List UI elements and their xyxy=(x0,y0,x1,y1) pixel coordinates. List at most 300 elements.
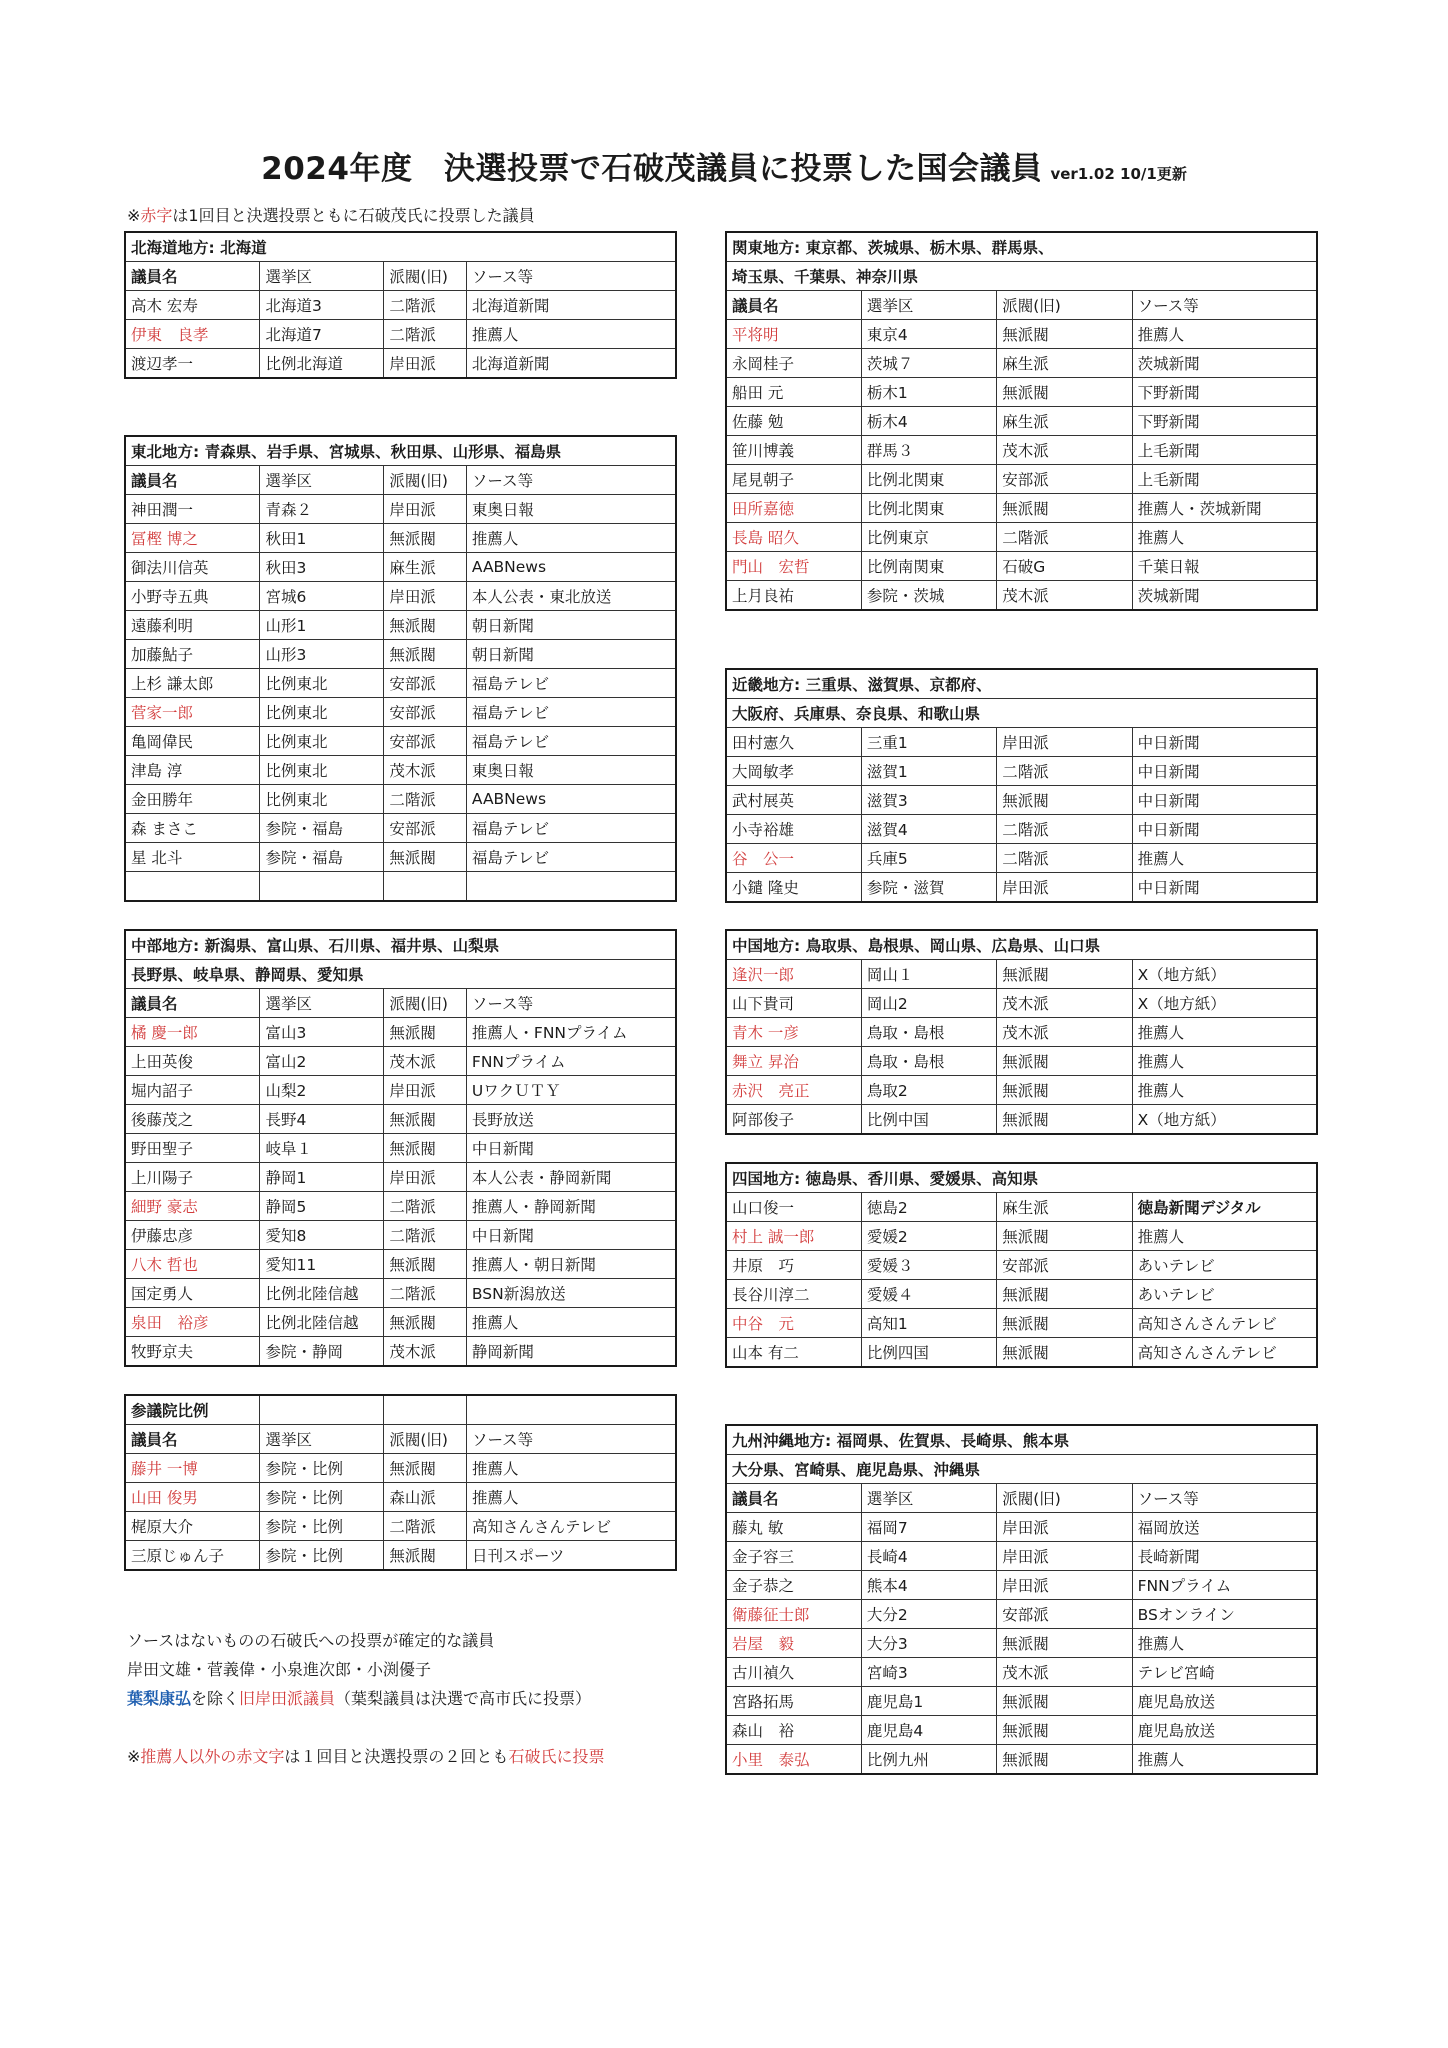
cell-source: 推薦人 xyxy=(1132,320,1317,349)
cell-name: 青木 一彦 xyxy=(726,1018,861,1047)
cell-source xyxy=(466,872,676,902)
footer-line-2: 岸田文雄・菅義偉・小泉進次郎・小渕優子 xyxy=(127,1660,432,1679)
cell-district: 鳥取・島根 xyxy=(861,1018,996,1047)
cell-source: 推薦人 xyxy=(1132,1222,1317,1251)
cell-source: 鹿児島放送 xyxy=(1132,1687,1317,1716)
cell-source: 東奥日報 xyxy=(466,495,676,524)
footer-line-3-tail: （葉梨議員は決選で高市氏に投票） xyxy=(335,1689,592,1708)
cell-name: 井原 巧 xyxy=(726,1251,861,1280)
cell-district: 愛媛2 xyxy=(861,1222,996,1251)
table-chubu xyxy=(124,929,677,1367)
column-header: 派閥(旧) xyxy=(384,989,467,1018)
cell-name: 宮路拓馬 xyxy=(726,1687,861,1716)
table-row xyxy=(726,378,1317,407)
cell-faction: 無派閥 xyxy=(384,524,467,553)
cell-district: 静岡1 xyxy=(260,1163,384,1192)
cell-source: 推薦人 xyxy=(1132,1018,1317,1047)
cell-source: UワクＵＴＹ xyxy=(466,1076,676,1105)
table-row xyxy=(726,960,1317,989)
cell-district: 山梨2 xyxy=(260,1076,384,1105)
column-header: 派閥(旧) xyxy=(384,466,467,495)
cell-source: 下野新聞 xyxy=(1132,407,1317,436)
cell-source: 高知さんさんテレビ xyxy=(466,1512,676,1541)
cell-name: 田所嘉徳 xyxy=(726,494,861,523)
cell-faction: 無派閥 xyxy=(384,1134,467,1163)
cell-name: 後藤茂之 xyxy=(125,1105,260,1134)
cell-faction: 麻生派 xyxy=(997,1193,1132,1222)
cell-source: 推薦人 xyxy=(1132,844,1317,873)
empty-cell xyxy=(384,1395,467,1425)
footer-line-4-red1: 推薦人以外の赤文字 xyxy=(140,1747,285,1766)
cell-district: 比例東北 xyxy=(260,698,384,727)
table-row xyxy=(125,872,676,902)
region-header-row xyxy=(125,436,676,466)
region-header-row xyxy=(125,930,676,960)
table-row xyxy=(726,320,1317,349)
top-note-prefix: ※ xyxy=(127,206,141,225)
column-header: 議員名 xyxy=(125,262,260,291)
cell-source: 推薦人 xyxy=(466,1483,676,1512)
cell-source: 中日新聞 xyxy=(1132,728,1317,757)
region-header-row xyxy=(726,930,1317,960)
cell-source: 中日新聞 xyxy=(1132,786,1317,815)
cell-source: 中日新聞 xyxy=(466,1221,676,1250)
cell-district: 滋賀1 xyxy=(861,757,996,786)
column-header: 議員名 xyxy=(125,466,260,495)
cell-faction: 無派閥 xyxy=(384,1018,467,1047)
table-row xyxy=(125,1018,676,1047)
cell-name: 山田 俊男 xyxy=(125,1483,260,1512)
cell-faction: 無派閥 xyxy=(997,960,1132,989)
cell-faction: 無派閥 xyxy=(997,1716,1132,1745)
cell-faction: 無派閥 xyxy=(384,1454,467,1483)
region-header: 四国地方: 徳島県、香川県、愛媛県、高知県 xyxy=(726,1163,1317,1193)
cell-district: 比例東京 xyxy=(861,523,996,552)
cell-district: 比例北関東 xyxy=(861,465,996,494)
table-row xyxy=(726,1309,1317,1338)
region-header-row xyxy=(726,1425,1317,1455)
cell-source: 茨城新聞 xyxy=(1132,349,1317,378)
cell-name: 神田潤一 xyxy=(125,495,260,524)
table-row xyxy=(726,1571,1317,1600)
table-hokkaido xyxy=(124,231,677,379)
cell-source: 推薦人・FNNプライム xyxy=(466,1018,676,1047)
cell-district: 参院・比例 xyxy=(260,1541,384,1571)
region-header: 大分県、宮崎県、鹿児島県、沖縄県 xyxy=(726,1455,1317,1484)
cell-district: 比例東北 xyxy=(260,669,384,698)
table-row xyxy=(125,611,676,640)
table-row xyxy=(125,291,676,320)
cell-district: 大分3 xyxy=(861,1629,996,1658)
region-header: 関東地方: 東京都、茨城県、栃木県、群馬県、 xyxy=(726,232,1317,262)
cell-name: 伊東 良孝 xyxy=(125,320,260,349)
cell-district: 滋賀3 xyxy=(861,786,996,815)
cell-source: FNNプライム xyxy=(466,1047,676,1076)
cell-source: 推薦人 xyxy=(1132,1076,1317,1105)
cell-district: 参院・福島 xyxy=(260,843,384,872)
cell-district: 参院・比例 xyxy=(260,1512,384,1541)
cell-district: 青森２ xyxy=(260,495,384,524)
cell-name: 御法川信英 xyxy=(125,553,260,582)
table-row xyxy=(726,1105,1317,1135)
cell-name: 舞立 昇治 xyxy=(726,1047,861,1076)
cell-name: 小里 泰弘 xyxy=(726,1745,861,1775)
cell-district: 愛媛４ xyxy=(861,1280,996,1309)
cell-district: 参院・比例 xyxy=(260,1454,384,1483)
cell-source: 千葉日報 xyxy=(1132,552,1317,581)
cell-name: 国定勇人 xyxy=(125,1279,260,1308)
table-row xyxy=(726,844,1317,873)
cell-name: 森 まさこ xyxy=(125,814,260,843)
table-row xyxy=(125,785,676,814)
cell-name: 菅家一郎 xyxy=(125,698,260,727)
cell-source: 福島テレビ xyxy=(466,727,676,756)
cell-faction: 茂木派 xyxy=(997,581,1132,611)
column-header: 派閥(旧) xyxy=(997,1484,1132,1513)
cell-district: 宮城6 xyxy=(260,582,384,611)
cell-name: 船田 元 xyxy=(726,378,861,407)
cell-source: 徳島新聞デジタル xyxy=(1132,1193,1317,1222)
table-row xyxy=(125,1134,676,1163)
column-header-row xyxy=(726,291,1317,320)
cell-district: 北海道7 xyxy=(260,320,384,349)
cell-faction: 岸田派 xyxy=(384,1163,467,1192)
footer-line-4 xyxy=(127,1747,604,1767)
cell-district: 福岡7 xyxy=(861,1513,996,1542)
cell-faction: 無派閥 xyxy=(384,640,467,669)
cell-faction: 岸田派 xyxy=(997,728,1132,757)
cell-faction: 無派閥 xyxy=(384,611,467,640)
cell-district: 兵庫5 xyxy=(861,844,996,873)
cell-name: 平将明 xyxy=(726,320,861,349)
cell-faction: 無派閥 xyxy=(997,320,1132,349)
cell-faction: 二階派 xyxy=(384,1512,467,1541)
cell-name: 上田英俊 xyxy=(125,1047,260,1076)
region-header: 長野県、岐阜県、静岡県、愛知県 xyxy=(125,960,676,989)
cell-district: 群馬３ xyxy=(861,436,996,465)
cell-name: 野田聖子 xyxy=(125,1134,260,1163)
region-header: 大阪府、兵庫県、奈良県、和歌山県 xyxy=(726,699,1317,728)
table-row xyxy=(726,494,1317,523)
region-header-row xyxy=(726,232,1317,262)
table-row xyxy=(125,1076,676,1105)
cell-name: 谷 公一 xyxy=(726,844,861,873)
cell-source: 高知さんさんテレビ xyxy=(1132,1338,1317,1368)
table-row xyxy=(125,1192,676,1221)
table-row xyxy=(726,1687,1317,1716)
cell-source: テレビ宮崎 xyxy=(1132,1658,1317,1687)
column-header-row xyxy=(726,1484,1317,1513)
cell-district: 長野4 xyxy=(260,1105,384,1134)
cell-name: 金子容三 xyxy=(726,1542,861,1571)
column-header: 議員名 xyxy=(726,1484,861,1513)
cell-source: 推薦人 xyxy=(466,524,676,553)
cell-name: 細野 豪志 xyxy=(125,1192,260,1221)
cell-name: 長島 昭久 xyxy=(726,523,861,552)
cell-faction: 二階派 xyxy=(997,815,1132,844)
cell-district: 愛媛３ xyxy=(861,1251,996,1280)
cell-name: 津島 淳 xyxy=(125,756,260,785)
column-header: 議員名 xyxy=(125,989,260,1018)
cell-district: 鹿児島4 xyxy=(861,1716,996,1745)
cell-district: 東京4 xyxy=(861,320,996,349)
cell-faction: 二階派 xyxy=(384,291,467,320)
cell-faction: 無派閥 xyxy=(384,1308,467,1337)
cell-district: 徳島2 xyxy=(861,1193,996,1222)
table-row xyxy=(726,1076,1317,1105)
column-header: ソース等 xyxy=(466,466,676,495)
cell-source: 推薦人 xyxy=(466,1454,676,1483)
footer-line-4-a: ※ xyxy=(127,1747,141,1766)
table-row xyxy=(125,1047,676,1076)
cell-faction: 無派閥 xyxy=(997,786,1132,815)
cell-district: 鹿児島1 xyxy=(861,1687,996,1716)
cell-district: 栃木4 xyxy=(861,407,996,436)
table-row xyxy=(125,843,676,872)
table-kyushu xyxy=(725,1424,1318,1775)
cell-source: 下野新聞 xyxy=(1132,378,1317,407)
table-row xyxy=(726,581,1317,611)
cell-faction: 無派閥 xyxy=(997,494,1132,523)
table-row xyxy=(726,523,1317,552)
empty-cell xyxy=(466,1395,676,1425)
cell-district xyxy=(260,872,384,902)
cell-name: 笹川博義 xyxy=(726,436,861,465)
table-row xyxy=(726,1716,1317,1745)
table-row xyxy=(726,1600,1317,1629)
table-sangiin xyxy=(124,1394,677,1571)
cell-district: 比例東北 xyxy=(260,785,384,814)
cell-name: 衛藤征士郎 xyxy=(726,1600,861,1629)
cell-source: 推薦人 xyxy=(1132,1047,1317,1076)
table-kinki xyxy=(725,668,1318,903)
cell-faction: 麻生派 xyxy=(384,553,467,582)
cell-district: 比例東北 xyxy=(260,756,384,785)
cell-faction: 岸田派 xyxy=(997,1571,1132,1600)
table-row xyxy=(125,698,676,727)
cell-source: 中日新聞 xyxy=(1132,873,1317,903)
cell-name: 三原じゅん子 xyxy=(125,1541,260,1571)
cell-name: 金田勝年 xyxy=(125,785,260,814)
cell-faction xyxy=(384,872,467,902)
table-row xyxy=(125,669,676,698)
table-row xyxy=(726,1280,1317,1309)
cell-district: 高知1 xyxy=(861,1309,996,1338)
cell-source: 本人公表・東北放送 xyxy=(466,582,676,611)
cell-district: 比例九州 xyxy=(861,1745,996,1775)
cell-source: BSオンライン xyxy=(1132,1600,1317,1629)
table-shikoku xyxy=(725,1162,1318,1368)
cell-faction: 安部派 xyxy=(384,669,467,698)
column-header: ソース等 xyxy=(466,1425,676,1454)
cell-name: 牧野京夫 xyxy=(125,1337,260,1367)
cell-faction: 無派閥 xyxy=(384,1250,467,1279)
cell-name: 泉田 裕彦 xyxy=(125,1308,260,1337)
table-row xyxy=(726,1658,1317,1687)
cell-faction: 石破G xyxy=(997,552,1132,581)
region-header-row xyxy=(726,669,1317,699)
cell-name: 長谷川淳二 xyxy=(726,1280,861,1309)
region-header: 参議院比例 xyxy=(125,1395,260,1425)
table-row xyxy=(125,524,676,553)
table-row xyxy=(726,407,1317,436)
column-header: ソース等 xyxy=(466,262,676,291)
table-row xyxy=(125,814,676,843)
cell-faction: 二階派 xyxy=(384,785,467,814)
table-row xyxy=(726,1047,1317,1076)
cell-faction: 茂木派 xyxy=(384,756,467,785)
cell-district: 富山2 xyxy=(260,1047,384,1076)
cell-district: 岡山１ xyxy=(861,960,996,989)
cell-district: 参院・比例 xyxy=(260,1483,384,1512)
region-header-row xyxy=(726,1163,1317,1193)
cell-district: 茨城７ xyxy=(861,349,996,378)
table-row xyxy=(125,320,676,349)
cell-faction: 茂木派 xyxy=(384,1047,467,1076)
cell-faction: 無派閥 xyxy=(997,1105,1132,1135)
column-header: 選挙区 xyxy=(861,291,996,320)
cell-source: 推薦人・朝日新聞 xyxy=(466,1250,676,1279)
cell-faction: 森山派 xyxy=(384,1483,467,1512)
cell-name: 八木 哲也 xyxy=(125,1250,260,1279)
cell-faction: 二階派 xyxy=(997,844,1132,873)
cell-name: 森山 裕 xyxy=(726,1716,861,1745)
cell-source: 推薦人 xyxy=(466,1308,676,1337)
cell-faction: 岸田派 xyxy=(384,495,467,524)
cell-name: 高木 宏寿 xyxy=(125,291,260,320)
cell-source: 静岡新聞 xyxy=(466,1337,676,1367)
table-row xyxy=(726,757,1317,786)
empty-cell xyxy=(260,1395,384,1425)
region-header-row xyxy=(726,1455,1317,1484)
cell-district: 富山3 xyxy=(260,1018,384,1047)
cell-faction: 安部派 xyxy=(997,1251,1132,1280)
cell-source: あいテレビ xyxy=(1132,1251,1317,1280)
table-row xyxy=(726,1745,1317,1775)
cell-faction: 二階派 xyxy=(384,1221,467,1250)
top-note-suffix: は1回目と決選投票ともに石破茂氏に投票した議員 xyxy=(172,206,535,225)
table-row xyxy=(726,1193,1317,1222)
table-row xyxy=(726,1513,1317,1542)
cell-faction: 無派閥 xyxy=(997,1309,1132,1338)
cell-district: 岐阜１ xyxy=(260,1134,384,1163)
cell-name: 中谷 元 xyxy=(726,1309,861,1338)
column-header: 派閥(旧) xyxy=(997,291,1132,320)
cell-faction: 無派閥 xyxy=(384,1541,467,1571)
cell-source: 福島テレビ xyxy=(466,698,676,727)
cell-source: X（地方紙） xyxy=(1132,960,1317,989)
cell-district: 三重1 xyxy=(861,728,996,757)
cell-faction: 麻生派 xyxy=(997,349,1132,378)
table-row xyxy=(125,1512,676,1541)
cell-name: 藤丸 敏 xyxy=(726,1513,861,1542)
region-header-row xyxy=(125,960,676,989)
column-header-row xyxy=(125,1425,676,1454)
cell-faction: 二階派 xyxy=(384,1192,467,1221)
region-header-row xyxy=(125,232,676,262)
cell-faction: 無派閥 xyxy=(997,1076,1132,1105)
cell-source: 上毛新聞 xyxy=(1132,436,1317,465)
column-header: ソース等 xyxy=(466,989,676,1018)
cell-source: 長崎新聞 xyxy=(1132,1542,1317,1571)
table-row xyxy=(726,1542,1317,1571)
cell-source: 高知さんさんテレビ xyxy=(1132,1309,1317,1338)
cell-name xyxy=(125,872,260,902)
region-header: 北海道地方: 北海道 xyxy=(125,232,676,262)
table-row xyxy=(125,1221,676,1250)
cell-source: 推薦人 xyxy=(1132,523,1317,552)
cell-district: 鳥取・島根 xyxy=(861,1047,996,1076)
cell-name: 田村憲久 xyxy=(726,728,861,757)
cell-source: 中日新聞 xyxy=(1132,757,1317,786)
cell-faction: 岸田派 xyxy=(997,873,1132,903)
cell-district: 大分2 xyxy=(861,1600,996,1629)
table-row xyxy=(726,1629,1317,1658)
cell-district: 静岡5 xyxy=(260,1192,384,1221)
table-row xyxy=(125,1541,676,1571)
cell-district: 比例中国 xyxy=(861,1105,996,1135)
column-header: 派閥(旧) xyxy=(384,1425,467,1454)
cell-source: 福島テレビ xyxy=(466,814,676,843)
cell-district: 参院・茨城 xyxy=(861,581,996,611)
cell-source: 長野放送 xyxy=(466,1105,676,1134)
region-header: 中国地方: 鳥取県、島根県、岡山県、広島県、山口県 xyxy=(726,930,1317,960)
cell-faction: 岸田派 xyxy=(997,1542,1132,1571)
cell-source: 茨城新聞 xyxy=(1132,581,1317,611)
cell-faction: 無派閥 xyxy=(997,1687,1132,1716)
cell-faction: 安部派 xyxy=(997,465,1132,494)
cell-faction: 岸田派 xyxy=(384,1076,467,1105)
cell-name: 冨樫 博之 xyxy=(125,524,260,553)
cell-faction: 安部派 xyxy=(384,727,467,756)
cell-name: 星 北斗 xyxy=(125,843,260,872)
table-row xyxy=(726,436,1317,465)
cell-source: 福島テレビ xyxy=(466,669,676,698)
cell-district: 秋田3 xyxy=(260,553,384,582)
cell-district: 比例北陸信越 xyxy=(260,1279,384,1308)
cell-name: 武村展英 xyxy=(726,786,861,815)
column-header: ソース等 xyxy=(1132,291,1317,320)
cell-source: 福岡放送 xyxy=(1132,1513,1317,1542)
cell-name: 大岡敏孝 xyxy=(726,757,861,786)
table-row xyxy=(125,349,676,379)
cell-source: 中日新聞 xyxy=(466,1134,676,1163)
table-row xyxy=(726,873,1317,903)
cell-source: X（地方紙） xyxy=(1132,1105,1317,1135)
cell-source: 上毛新聞 xyxy=(1132,465,1317,494)
cell-source: 日刊スポーツ xyxy=(466,1541,676,1571)
cell-district: 栃木1 xyxy=(861,378,996,407)
column-header: 派閥(旧) xyxy=(384,262,467,291)
cell-name: 赤沢 亮正 xyxy=(726,1076,861,1105)
cell-faction: 二階派 xyxy=(997,757,1132,786)
footer-line-4-red2: 石破氏に投票 xyxy=(508,1747,605,1766)
cell-district: 滋賀4 xyxy=(861,815,996,844)
cell-name: 阿部俊子 xyxy=(726,1105,861,1135)
cell-source: BSN新潟放送 xyxy=(466,1279,676,1308)
cell-name: 遠藤利明 xyxy=(125,611,260,640)
cell-source: あいテレビ xyxy=(1132,1280,1317,1309)
cell-name: 亀岡偉民 xyxy=(125,727,260,756)
cell-source: 北海道新聞 xyxy=(466,291,676,320)
table-row xyxy=(726,349,1317,378)
cell-faction: 岸田派 xyxy=(384,349,467,379)
cell-faction: 茂木派 xyxy=(384,1337,467,1367)
cell-source: 推薦人・静岡新聞 xyxy=(466,1192,676,1221)
cell-district: 秋田1 xyxy=(260,524,384,553)
cell-faction: 岸田派 xyxy=(384,582,467,611)
footer-line-4-b: は１回目と決選投票の２回とも xyxy=(284,1747,509,1766)
